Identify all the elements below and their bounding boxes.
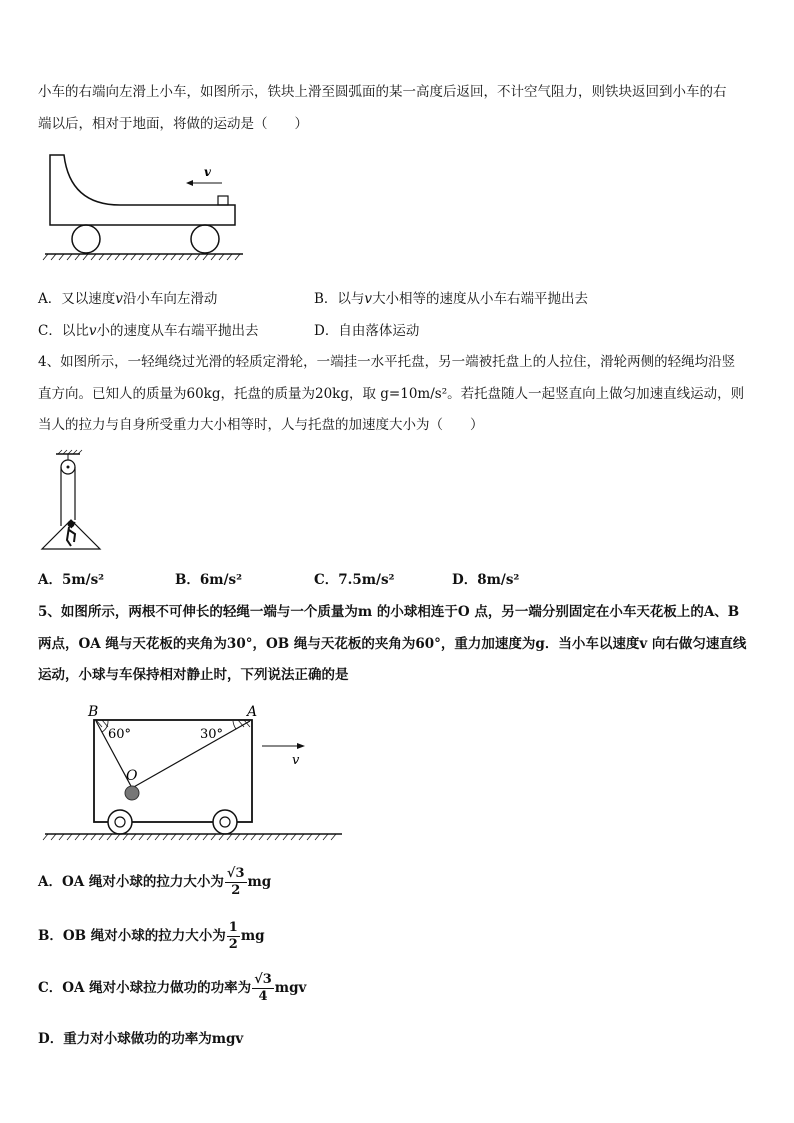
q4-stem-line3: 当人的拉力与自身所受重力大小相等时，人与托盘的加速度大小为（ ） (38, 417, 484, 433)
q5-stem-line3: 运动，小球与车保持相对静止时，下列说法正确的是 (38, 667, 349, 683)
q4-option-b: B．6m/s² (175, 572, 243, 588)
q4-option-a: A．5m/s² (38, 572, 105, 588)
q5-fig-v-label: v (292, 753, 300, 768)
q5-fig-label-a: A (247, 704, 258, 720)
q3-option-b: B．以与v大小相等的速度从小车右端平抛出去 (314, 291, 589, 307)
q5-stem-line1: 5、如图所示，两根不可伸长的轻绳一端与一个质量为m 的小球相连于O 点，另一端分别固定在小车天花板上的A、B (38, 604, 740, 620)
q5-option-a: A．OA 绳对小球的拉力大小为 $\frac{√3}{2}$ mg (38, 866, 272, 898)
q5-fig-label-b: B (88, 704, 99, 720)
q4-pulley-figure (38, 450, 108, 555)
q4-stem-line1: 4、如图所示，一轻绳绕过光滑的轻质定滑轮，一端挂一水平托盘，另一端被托盘上的人拉住，滑轮两侧的轻绳均沿竖 (38, 354, 736, 370)
q5-fig-angle-a: 30° (200, 727, 224, 742)
q5-stem-line2: 两点，OA 绳与天花板的夹角为30°，OB 绳与天花板的夹角为60°，重力加速度为g．当小车以速度v 向右做匀速直线 (38, 636, 747, 652)
q5-option-c: C．OA 绳对小球拉力做功的功率为 $\frac{√3}{4}$ mgv (38, 972, 307, 1004)
q3-option-a: A．又以速度v沿小车向左滑动 (38, 291, 218, 307)
q3-stem-line1: 小车的右端向左滑上小车，如图所示，铁块上滑至圆弧面的某一高度后返回，不计空气阻力，则铁块返回到小车的右 (38, 84, 727, 100)
q4-stem-line2: 直方向。已知人的质量为60kg，托盘的质量为20kg，取 g=10m/s²。若托盘随人一起竖直向上做匀加速直线运动，则 (38, 386, 745, 402)
q3-fig-v-label: v (204, 165, 211, 179)
q4-option-d: D．8m/s² (452, 572, 520, 588)
q5-option-d: D．重力对小球做功的功率为mgv (38, 1031, 244, 1047)
q4-option-c: C．7.5m/s² (314, 572, 395, 588)
q5-fig-label-o: O (126, 768, 138, 784)
q5-cart-figure (40, 700, 350, 845)
q3-option-c: C．以比v小的速度从车右端平抛出去 (38, 323, 259, 339)
q3-option-d: D．自由落体运动 (314, 323, 420, 339)
q3-cart-figure (40, 150, 250, 265)
q5-fig-angle-b: 60° (108, 727, 132, 742)
q3-stem-line2: 端以后，相对于地面，将做的运动是（ ） (38, 116, 308, 132)
q5-option-b: B．OB 绳对小球的拉力大小为 $\frac{1}{2}$ mg (38, 920, 265, 952)
